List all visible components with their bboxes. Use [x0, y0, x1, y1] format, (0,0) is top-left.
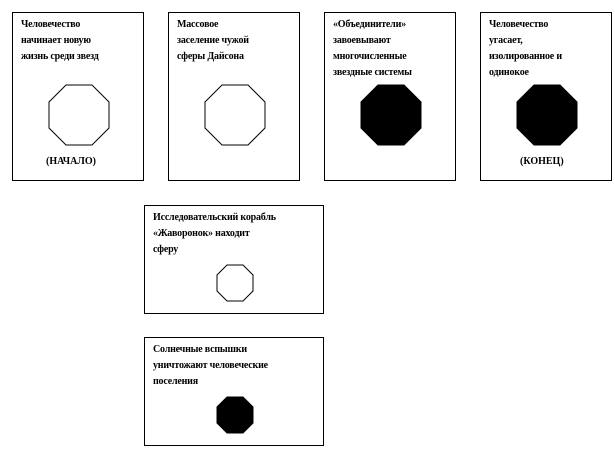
filled-octagon-icon [516, 84, 578, 146]
card-lark-finds-sphere [144, 205, 324, 314]
card-dyson-sphere-settlement [168, 12, 300, 181]
card-text: Человечество угасает, изолированное и одинокое [489, 19, 562, 78]
card-unifiers-conquer [324, 12, 456, 181]
card-text: Массовое заселение чужой сферы Дайсона [177, 19, 249, 62]
card-caption-end: (КОНЕЦ) [520, 156, 564, 167]
card-humanity-fades [480, 12, 612, 181]
card-caption-start: (НАЧАЛО) [46, 156, 96, 167]
empty-octagon-icon [216, 264, 254, 302]
card-text: Человечество начинает новую жизнь среди звезд [21, 19, 99, 62]
card-text: Солнечные вспышки уничтожают человеческие поселения [153, 344, 268, 387]
filled-octagon-icon [360, 84, 422, 146]
card-humanity-begins [12, 12, 144, 181]
card-text: «Объединители» завоевывают многочисленные звездные системы [333, 19, 412, 78]
filled-octagon-icon [216, 396, 254, 434]
empty-octagon-icon [48, 84, 110, 146]
empty-octagon-icon [204, 84, 266, 146]
card-solar-flares [144, 337, 324, 446]
card-text: Исследовательский корабль «Жаворонок» находит сферу [153, 212, 276, 255]
